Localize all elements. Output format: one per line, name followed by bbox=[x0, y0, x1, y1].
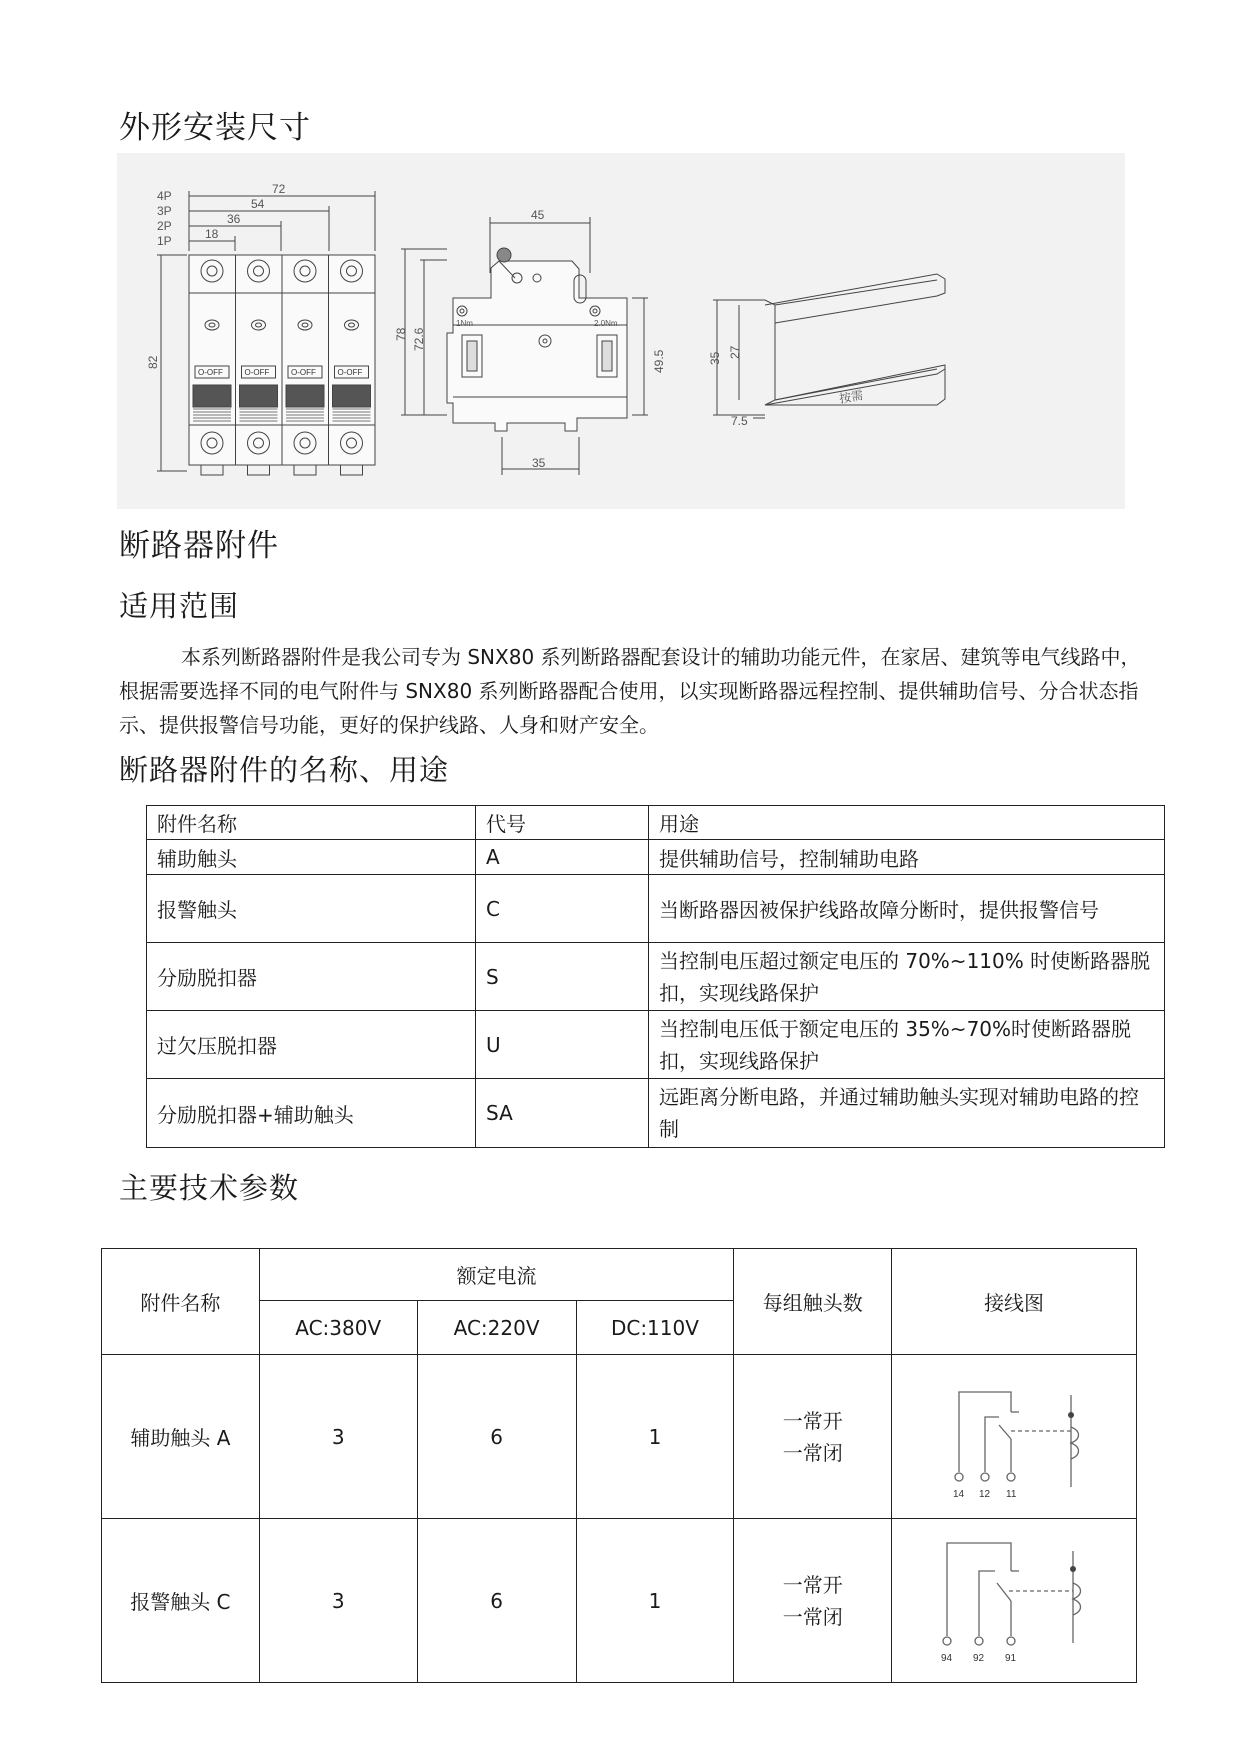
torque-right: 2.0Nm bbox=[594, 319, 618, 328]
row-code: S bbox=[476, 943, 649, 1011]
switch-label: O-OFF bbox=[244, 368, 270, 377]
switch-label: O-OFF bbox=[337, 368, 363, 377]
rail-length-label: 按需 bbox=[838, 387, 865, 406]
scope-paragraph bbox=[119, 640, 1159, 742]
params-title: 主要技术参数 bbox=[119, 1171, 300, 1205]
table-row bbox=[102, 1519, 1137, 1683]
terminal-11: 11 bbox=[1006, 1488, 1017, 1500]
dim-45: 45 bbox=[531, 208, 545, 222]
row-code: U bbox=[476, 1011, 649, 1079]
wiring-c-svg bbox=[939, 1531, 1089, 1671]
row-value-ac380: 3 bbox=[259, 1519, 417, 1683]
dim-rail-27: 27 bbox=[728, 345, 742, 359]
dim-82: 82 bbox=[146, 355, 160, 369]
row-value-ac380: 3 bbox=[259, 1355, 417, 1519]
terminal-92: 92 bbox=[973, 1652, 985, 1664]
breaker-pole bbox=[236, 255, 283, 475]
terminal-12: 12 bbox=[979, 1488, 991, 1500]
dim-78: 78 bbox=[394, 327, 408, 341]
breaker-pole bbox=[189, 255, 236, 475]
dim-72: 72 bbox=[272, 182, 286, 196]
rail-view bbox=[713, 274, 945, 418]
header-rated-current: 额定电流 bbox=[259, 1249, 734, 1301]
breaker-pole bbox=[282, 255, 329, 475]
dim-36: 36 bbox=[227, 212, 241, 226]
switch-label: O-OFF bbox=[291, 368, 316, 377]
header-name: 附件名称 bbox=[147, 806, 476, 840]
row-contacts bbox=[734, 1355, 892, 1519]
row-value-dc110: 1 bbox=[576, 1355, 734, 1519]
contact-nc: 一常闭 bbox=[782, 1604, 843, 1629]
breaker-pole bbox=[329, 255, 376, 475]
dimensions-title: 外形安装尺寸 bbox=[119, 110, 311, 146]
table-row bbox=[102, 1355, 1137, 1519]
row-use: 当控制电压低于额定电压的 35%~70%时使断路器脱扣，实现线路保护 bbox=[649, 1011, 1165, 1079]
params-table bbox=[101, 1248, 1137, 1683]
terminal-14: 14 bbox=[953, 1488, 965, 1500]
pole-label-2p: 2P bbox=[157, 219, 172, 233]
dim-72-6: 72.6 bbox=[412, 327, 426, 351]
voltage-dc110: DC:110V bbox=[576, 1301, 734, 1355]
header-contacts: 每组触头数 bbox=[734, 1249, 892, 1355]
names-title: 断路器附件的名称、用途 bbox=[119, 753, 450, 787]
header-wiring: 接线图 bbox=[892, 1249, 1137, 1355]
table-row bbox=[147, 1011, 1165, 1079]
front-view bbox=[157, 191, 375, 475]
row-name: 分励脱扣器+辅助触头 bbox=[147, 1079, 476, 1148]
pole-label-3p: 3P bbox=[157, 204, 172, 218]
header-use: 用途 bbox=[649, 806, 1165, 840]
contact-no: 一常开 bbox=[782, 1408, 843, 1433]
params-header-row bbox=[102, 1249, 1137, 1301]
header-accessory-name: 附件名称 bbox=[102, 1249, 260, 1355]
row-name: 过欠压脱扣器 bbox=[147, 1011, 476, 1079]
row-use: 提供辅助信号，控制辅助电路 bbox=[649, 840, 1165, 875]
row-use: 当断路器因被保护线路故障分断时，提供报警信号 bbox=[649, 875, 1165, 943]
table-header-row bbox=[147, 806, 1165, 840]
row-contacts bbox=[734, 1519, 892, 1683]
voltage-ac220: AC:220V bbox=[417, 1301, 576, 1355]
terminal-91: 91 bbox=[1005, 1652, 1017, 1664]
row-use: 远距离分断电路，并通过辅助触头实现对辅助电路的控制 bbox=[649, 1079, 1165, 1148]
wiring-a-svg bbox=[939, 1367, 1089, 1507]
terminal-94: 94 bbox=[941, 1652, 953, 1664]
pole-label-1p: 1P bbox=[157, 234, 172, 248]
row-code: A bbox=[476, 840, 649, 875]
table-row bbox=[147, 875, 1165, 943]
side-view bbox=[401, 217, 648, 475]
header-code: 代号 bbox=[476, 806, 649, 840]
row-use: 当控制电压超过额定电压的 70%~110% 时使断路器脱扣，实现线路保护 bbox=[649, 943, 1165, 1011]
wiring-diagram-a bbox=[892, 1355, 1137, 1519]
table-row bbox=[147, 943, 1165, 1011]
accessory-table bbox=[146, 805, 1165, 1148]
scope-title: 适用范围 bbox=[119, 589, 240, 623]
contact-no: 一常开 bbox=[782, 1572, 843, 1597]
row-name: 分励脱扣器 bbox=[147, 943, 476, 1011]
torque-left: 1Nm bbox=[456, 319, 473, 328]
contact-nc: 一常闭 bbox=[782, 1440, 843, 1465]
dim-rail-35: 35 bbox=[708, 351, 722, 365]
dim-rail-7-5: 7.5 bbox=[731, 414, 748, 428]
row-code: SA bbox=[476, 1079, 649, 1148]
row-name: 辅助触头 bbox=[147, 840, 476, 875]
row-value-dc110: 1 bbox=[576, 1519, 734, 1683]
dimension-drawing bbox=[117, 153, 1125, 509]
row-name: 辅助触头 A bbox=[102, 1355, 260, 1519]
dim-54: 54 bbox=[251, 197, 265, 211]
wiring-diagram-c bbox=[892, 1519, 1137, 1683]
scope-text: 本系列断路器附件是我公司专为 SNX80 系列断路器配套设计的辅助功能元件，在家居、建筑等电气线路中，根据需要选择不同的电气附件与 SNX80 系列断路器配合使用，以实现断路器远程控制、提供辅助信号、分合状态指示、提供报警信号功能，更好的保护线路、人身和财产安全。 bbox=[119, 645, 1141, 737]
dim-18: 18 bbox=[205, 227, 219, 241]
switch-label: O-OFF bbox=[198, 368, 223, 377]
dim-49-5: 49.5 bbox=[652, 349, 666, 373]
table-row bbox=[147, 840, 1165, 875]
voltage-ac380: AC:380V bbox=[259, 1301, 417, 1355]
row-name: 报警触头 C bbox=[102, 1519, 260, 1683]
row-value-ac220: 6 bbox=[417, 1355, 576, 1519]
accessories-title: 断路器附件 bbox=[119, 528, 279, 564]
pole-label-4p: 4P bbox=[157, 189, 172, 203]
row-name: 报警触头 bbox=[147, 875, 476, 943]
row-code: C bbox=[476, 875, 649, 943]
dim-35-bottom: 35 bbox=[532, 456, 546, 470]
table-row bbox=[147, 1079, 1165, 1148]
row-value-ac220: 6 bbox=[417, 1519, 576, 1683]
